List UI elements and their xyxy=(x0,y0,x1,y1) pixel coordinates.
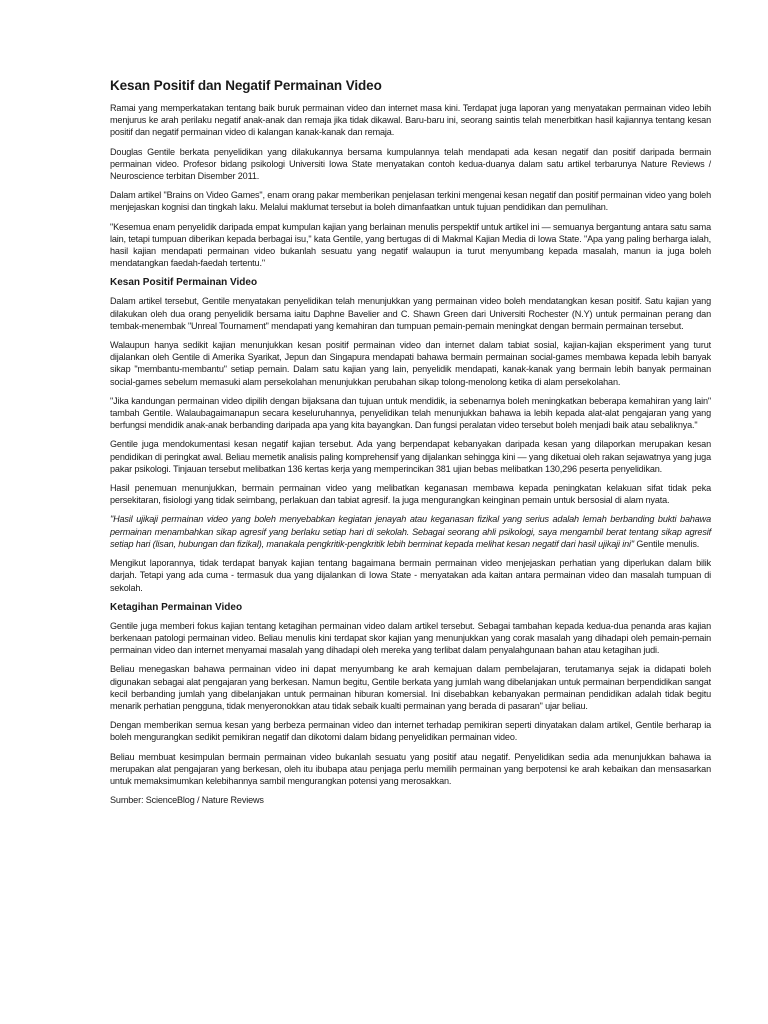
intro-paragraph-3: Dalam artikel "Brains on Video Games", enam orang pakar memberikan penjelasan terkini mengenai kesan negatif dan positif permainan video yang boleh menjejaskan kognisi dan tingkah laku. Melalui maklumat tersebut ia boleh dimanfaatkan untuk tujuan pendidikan dan pemulihan. xyxy=(110,190,711,213)
positive-paragraph-4: Gentile juga mendokumentasi kesan negatif kajian tersebut. Ada yang berpendapat kebanyakan daripada kesan yang dilaporkan merupakan kesan pendidikan di peringkat awal. Beliau memetik analisis paling komprehensif yang dijalankan sehingga kini — yang diketuai oleh rakan sejawatnya yang juga pakar psikologi. Tinjauan tersebut melibatkan 136 kertas kerja yang memperincikan 381 ujian bebas melibatkan 130,296 peserta penyelidikan. xyxy=(110,439,711,474)
addiction-paragraph-3: Dengan memberikan semua kesan yang berbeza permainan video dan internet terhadap pemikiran seperti dinyatakan dalam artikel, Gentile berharap ia boleh mengurangkan sedikit pemikiran negatif dan dikotomi dalam bidang penyelidikan permainan video. xyxy=(110,720,711,743)
positive-paragraph-7: Mengikut laporannya, tidak terdapat banyak kajian tentang bagaimana bermain permainan video menjejaskan perhatian yang diperlukan dalam bilik darjah. Tetapi yang ada cuma - termasuk dua yang dijalankan di Iowa State - menyatakan ada kaitan antara permainan video dan masalah tumpuan di sekolah. xyxy=(110,558,711,593)
intro-paragraph-1: Ramai yang memperkatakan tentang baik buruk permainan video dan internet masa kini. Terdapat juga laporan yang menyatakan permainan video lebih menjurus ke arah perilaku negatif anak-anak dan remaja jika tidak dikawal. Baru-baru ini, seorang saintis telah menerbitkan hasil kajiannya tentang kesan positif dan negatif permainan video di kalangan kanak-kanak dan remaja. xyxy=(110,103,711,138)
positive-paragraph-1: Dalam artikel tersebut, Gentile menyatakan penyelidikan telah menunjukkan yang permainan video boleh mendatangkan kesan positif. Satu kajian yang dilakukan oleh dua orang penyelidik bersama iaitu Daphne Bavelier and C. Shawn Green dari Universiti Rochester (N.Y) untuk permainan perang dan tembak-menembak "Unreal Tournament" mendapati yang kemahiran dan tumpuan pemain-pemain meningkat dengan bermain permainan tersebut. xyxy=(110,296,711,331)
quote-attribution: Gentile menulis. xyxy=(633,538,700,549)
positive-paragraph-2: Walaupun hanya sedikit kajian menunjukkan kesan positif permainan video dan internet dalam tabiat sosial, kajian-kajian eksperiment yang turut dijalankan oleh Gentile di Amerika Syarikat, Jepun dan Singapura mendapati bahawa bermain permainan social-games membawa kepada lebih banyak sikap "membantu-membantu" setiap pemain. Dalam satu kajian yang lain, penyelidik mendapati, kanak-kanak yang bermain lebih banyak permainan social-games sebelum memasuki alam persekolahan menunjukkan perubahan sikap tolong-menolong ketika di alam persekolahan. xyxy=(110,340,711,387)
intro-paragraph-2: Douglas Gentile berkata penyelidikan yang dilakukannya bersama kumpulannya telah mendapati ada kesan negatif dan positif daripada bermain permainan video. Profesor bidang psikologi Universiti Iowa State menyatakan contoh kedua-duanya dalam satu artikel terbarunya Nature Reviews / Neuroscience terbitan Disember 2011. xyxy=(110,146,711,182)
positive-paragraph-5: Hasil penemuan menunjukkan, bermain permainan video yang melibatkan keganasan membawa kepada peningkatan kelakuan sifat tidak peka persekitaran, fisiologi yang tidak seimbang, perlakuan dan tabiat agresif. Ia juga mengurangkan keinginan pemain untuk bersosial di alam nyata. xyxy=(110,483,711,506)
section-heading-positive: Kesan Positif Permainan Video xyxy=(110,277,258,289)
article-title: Kesan Positif dan Negatif Permainan Video xyxy=(110,78,382,93)
positive-paragraph-3: "Jika kandungan permainan video dipilih dengan bijaksana dan tujuan untuk mendidik, ia sebenarnya boleh meningkatkan beberapa kemahiran yang lain" tambah Gentile. Walaubagaimanapun secara keseluruhannya, penyelidikan telah menunjukkan bahawa ia lebih kepada alat-alat pengajaran yang yang berfungsi mendidik anak-anak berbanding daripada apa yang kita bayangkan. Dan fungsi peralatan video tersebut boleh menjadi baik atau sebaliknya." xyxy=(110,395,711,431)
addiction-paragraph-1: Gentile juga memberi fokus kajian tentang ketagihan permainan video dalam artikel tersebut. Sebagai tambahan kepada kedua-dua penanda aras kajian berkenaan patologi permainan video. Beliau menulis kini terdapat skor kajian yang menunjukkan yang corak masalah yang dihadapi oleh pemain-pemain permainan video dan internet menyamai masalah yang dihadapi oleh mereka yang terlibat dalam penyalahgunaan bahan atau ketagihan judi. xyxy=(110,620,711,656)
positive-paragraph-6 xyxy=(110,513,711,550)
quote-italic: "Hasil ujikaji permainan video yang boleh menyebabkan kegiatan jenayah atau keganasan fizikal yang serius adalah lemah berbanding bukti bahawa permainan menambahkan sikap agresif yang berlaku setiap hari di sekolah. Sebagai seorang ahli psikologi, saya mengambil berat tentang sikap agresif setiap hari (lisan, hubungan dan fizikal), manakala pengkritik-pengkritik lebih berminat kepada melihat kesan negatif dari hasil ujikaji ini" xyxy=(110,514,711,549)
source-line: Sumber: ScienceBlog / Nature Reviews xyxy=(110,795,264,806)
addiction-paragraph-4: Beliau membuat kesimpulan bermain permainan video bukanlah sesuatu yang positif atau negatif. Penyelidikan sedia ada menunjukkan bahawa ia merupakan alat pengajaran yang berkesan, oleh itu ibubapa atau penjaga perlu memilih permainan yang berpotensi ke arah kebaikan dan mensasarkan untuk memaksimumkan kelebihannya sambil mengurangkan potensi yang merosakkan. xyxy=(110,751,711,786)
section-heading-addiction: Ketagihan Permainan Video xyxy=(110,601,243,613)
intro-paragraph-4: "Kesemua enam penyelidik daripada empat kumpulan kajian yang berlainan menulis perspektif untuk artikel ini — semuanya bergantung antara satu sama lain, tetapi tumpuan diberikan kepada berbagai isu," kata Gentile, yang bertugas di di Makmal Kajian Media di Iowa State. "Apa yang paling berharga ialah, hasil kajian mendapati permainan video bukanlah sesuatu yang negatif walaupun ia turut menyumbang kepada masalah, manun ia juga boleh mendatangkan faedah-faedah tertentu." xyxy=(110,221,711,269)
addiction-paragraph-2: Beliau menegaskan bahawa permainan video ini dapat menyumbang ke arah kemajuan dalam pembelajaran, terutamanya sejak ia didapati boleh digunakan sebagai alat pengajaran yang berkesan. Namun begitu, Gentile berkata yang jumlah wang dibelanjakan untuk permainan berpendidikan sangat kecil berbanding jumlah yang dibelanjakan untuk permainan hiburan komersial. Ini disebabkan kebanyakan permainan pendidikan adalah tidak begitu menarik perhatian pengguna, tidak menyeronokkan atau tidak sebaik kualti permainan yang berada di pasaran" ujar beliau. xyxy=(110,664,711,711)
